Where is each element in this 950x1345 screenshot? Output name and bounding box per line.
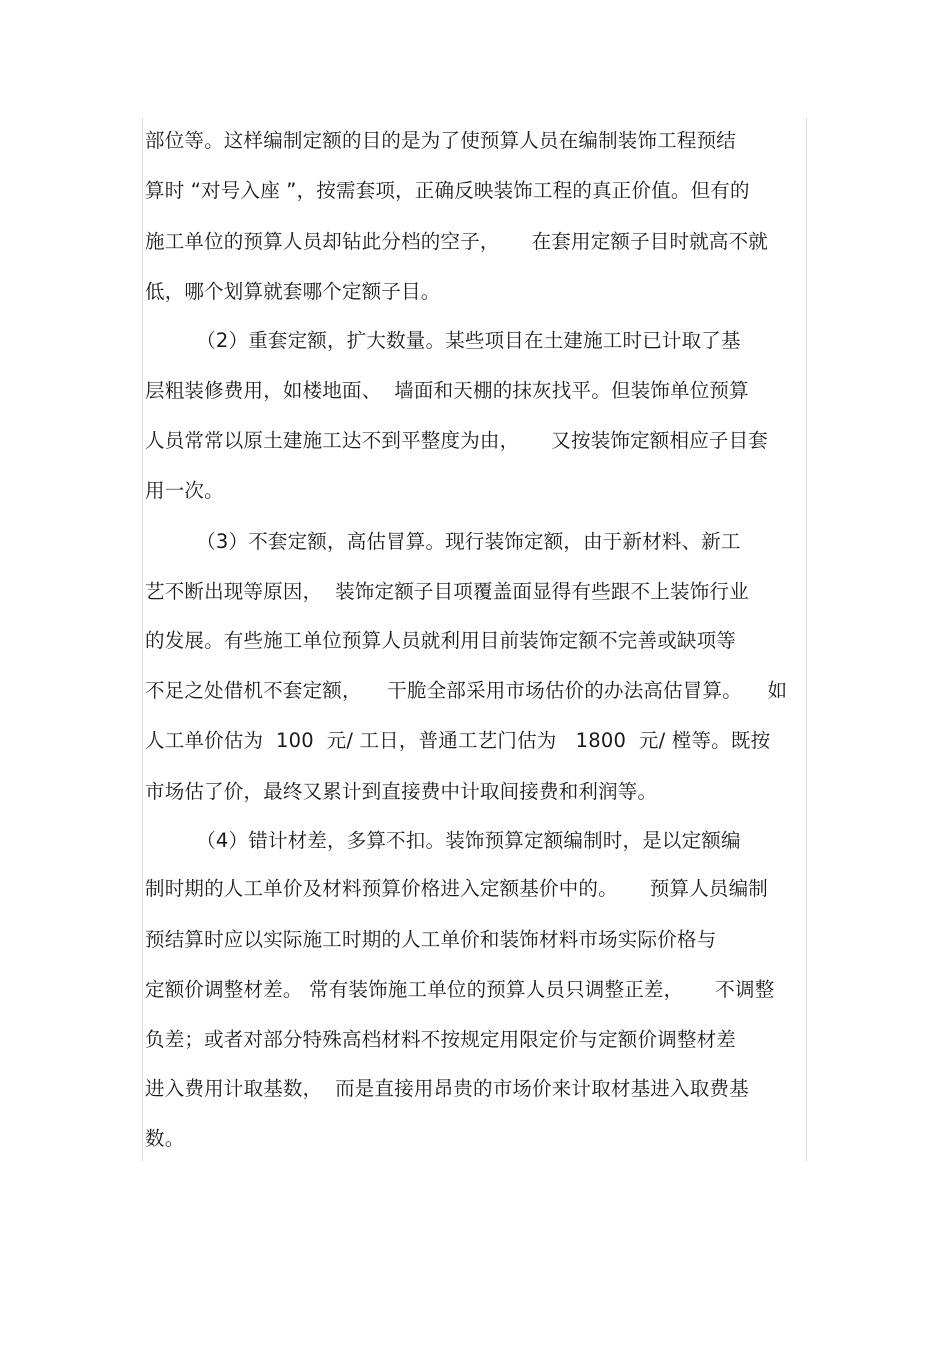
text-line: 人工单价估为 100 元/ 工日，普通工艺门估为 1800 元/ 樘等。既按: [145, 729, 771, 752]
paragraph-start-line: （4）错计材差，多算不扣。装饰预算定额编制时，是以定额编: [145, 829, 741, 852]
text-line: 定额价调整材差。 常有装饰施工单位的预算人员只调整正差， 不调整: [145, 978, 775, 1001]
text-line: 层粗装修费用，如楼地面、 墙面和天棚的抹灰找平。但装饰单位预算: [145, 379, 749, 402]
text-line: 用一次。: [145, 479, 224, 502]
paragraph-start-line: （3）不套定额，高估冒算。现行装饰定额，由于新材料、新工: [145, 530, 741, 553]
text-line: 不足之处借机不套定额， 干脆全部采用市场估价的办法高估冒算。 如: [145, 679, 788, 702]
text-line: 数。: [145, 1127, 185, 1150]
text-line: 预结算时应以实际施工时期的人工单价和装饰材料市场实际价格与: [145, 928, 717, 951]
text-line: 施工单位的预算人员却钻此分档的空子， 在套用定额子目时就高不就: [145, 230, 768, 253]
text-line: 市场估了价，最终又累计到直接费中计取间接费和利润等。: [145, 780, 658, 803]
text-line: 人员常常以原土建施工达不到平整度为由， 又按装饰定额相应子目套: [145, 429, 768, 452]
text-line: 负差；或者对部分特殊高档材料不按规定用限定价与定额价调整材差: [145, 1028, 737, 1051]
text-line: 部位等。这样编制定额的目的是为了使预算人员在编制装饰工程预结: [145, 129, 737, 152]
text-line: 低，哪个划算就套哪个定额子目。: [145, 280, 441, 303]
text-line: 的发展。有些施工单位预算人员就利用目前装饰定额不完善或缺项等: [145, 629, 737, 652]
text-line: 进入费用计取基数， 而是直接用昂贵的市场价来计取材基进入取费基: [145, 1077, 749, 1100]
paragraph-start-line: （2）重套定额，扩大数量。某些项目在土建施工时已计取了基: [145, 329, 741, 352]
text-line: 算时 “对号入座 ”，按需套项，正确反映装饰工程的真正价值。但有的: [145, 179, 750, 202]
text-line: 制时期的人工单价及材料预算价格进入定额基价中的。 预算人员编制: [145, 877, 768, 900]
text-line: 艺不断出现等原因， 装饰定额子目项覆盖面显得有些跟不上装饰行业: [145, 580, 749, 603]
